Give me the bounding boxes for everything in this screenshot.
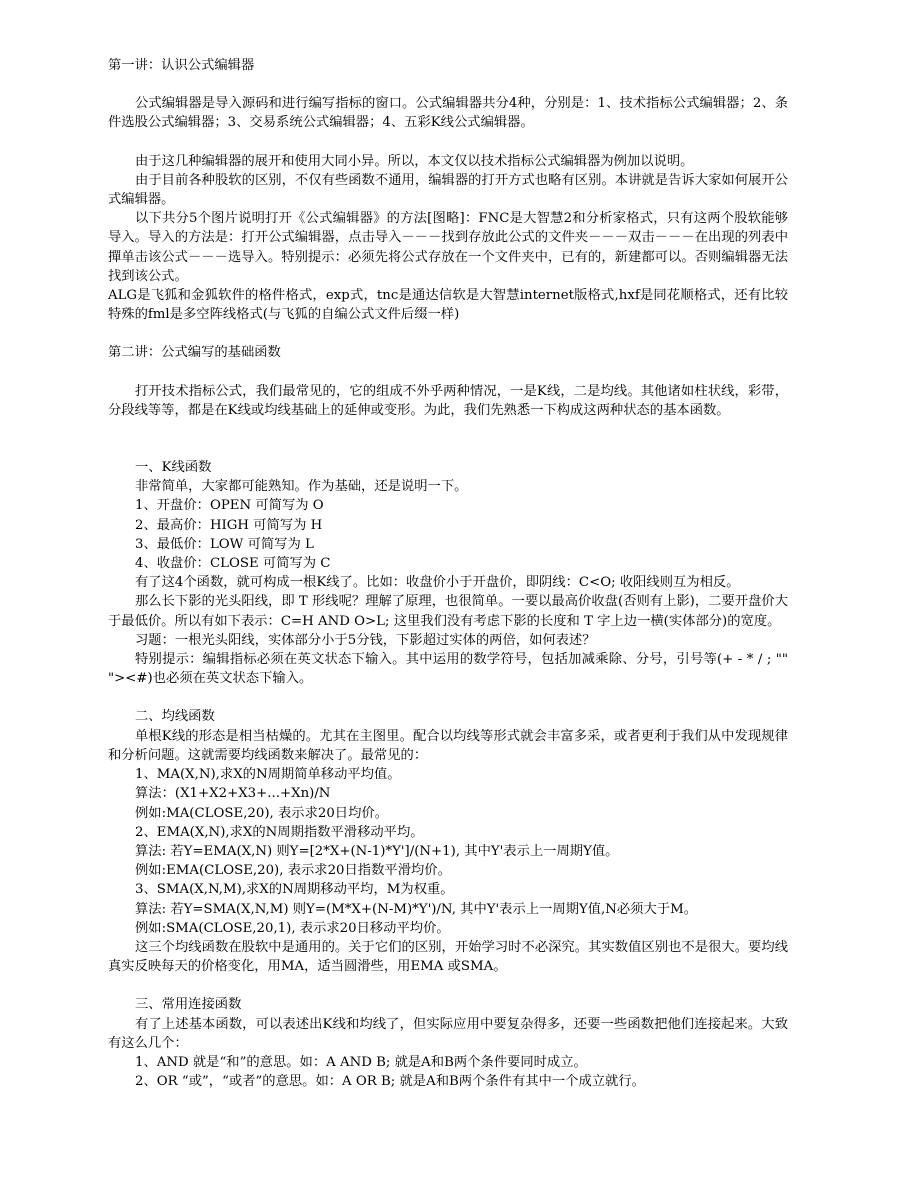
text-line: 算法: 若Y=EMA(X,N) 则Y=[2*X+(N-1)*Y']/(N+1), 其中Y'表示上一周期Y值。 [135, 843, 619, 859]
text-line: 特别提示：编辑指标必须在英文状态下输入。其中运用的数学符号，包括加减乘除、分号，引号等(+ - * / ; "" "><#)也必须在英文状态下输入。 [108, 652, 788, 687]
lecture1-paragraph: 公式编辑器是导入源码和进行编写指标的窗口。公式编辑器共分4种，分别是：1、技术指标公式编辑器；2、条件选股公式编辑器；3、交易系统公式编辑器；4、五彩K线公式编辑器。 [108, 96, 788, 131]
document-page [108, 56, 788, 1091]
text-line: 有了上述基本函数，可以表述出K线和均线了，但实际应用中要复杂得多，还要一些函数把他们连接起来。大致有这么几个： [108, 1016, 788, 1051]
text-line: 习题：一根光头阳线，实体部分小于5分钱，下影超过实体的两倍，如何表述？ [135, 632, 596, 648]
text-line: 那么长下影的光头阳线，即 T 形线呢？理解了原理，也很简单。一要以最高价收盘(否则有上影)，二要开盘价大于最低价。所以有如下表示：C=H AND O>L; 这里我们没有考虑下影的长度和 T 字上边一横(实体部分)的宽度。 [108, 594, 788, 629]
section-heading: 二、均线函数 [135, 709, 215, 725]
lecture2-intro: 打开技术指标公式，我们最常见的，它的组成不外乎两种情况，一是K线，二是均线。其他诸如柱状线，彩带，分段线等等，都是在K线或均线基础上的延伸或变形。为此，我们先熟悉一下构成这两种状态的基本函数。 [108, 383, 788, 418]
text-line: 3、最低价：LOW 可简写为 L [135, 536, 314, 552]
text-line: 2、EMA(X,N),求X的N周期指数平滑移动平均。 [135, 824, 424, 840]
text-line: 1、AND 就是“和”的意思。如：A AND B; 就是A和B两个条件要同时成立。 [135, 1054, 587, 1070]
text-line: 3、SMA(X,N,M),求X的N周期移动平均，M为权重。 [135, 882, 454, 898]
text-line: 例如:MA(CLOSE,20), 表示求20日均价。 [135, 805, 388, 821]
text-line: 单根K线的形态是相当枯燥的。尤其在主图里。配合以均线等形式就会丰富多采，或者更利于我们从中发现规律和分析问题。这就需要均线函数来解决了。最常见的： [108, 728, 788, 763]
lecture1-title: 第一讲：认识公式编辑器 [108, 58, 255, 73]
lecture2-title: 第二讲：公式编写的基础函数 [108, 345, 281, 361]
text-line: 算法: 若Y=SMA(X,N,M) 则Y=(M*X+(N-M)*Y')/N, 其中Y'表示上一周期Y值,N必须大于M。 [135, 901, 697, 917]
text-line: 1、开盘价：OPEN 可简写为 O [135, 498, 324, 514]
section-heading: 三、常用连接函数 [135, 997, 242, 1013]
text-line: 2、OR “或”，“或者”的意思。如：A OR B; 就是A和B两个条件有其中一个成立就行。 [135, 1074, 645, 1090]
section-heading: 一、K线函数 [135, 460, 212, 476]
text-line: 4、收盘价：CLOSE 可简写为 C [135, 556, 331, 572]
text-line: 例如:EMA(CLOSE,20), 表示求20日指数平滑均价。 [135, 863, 451, 879]
text-line: 2、最高价：HIGH 可简写为 H [135, 517, 323, 533]
text-line: 这三个均线函数在股软中是通用的。关于它们的区别，开始学习时不必深究。其实数值区别也不是很大。要均线真实反映每天的价格变化，用MA，适当圆滑些，用EMA 或SMA。 [108, 939, 788, 975]
lecture1-paragraph: 由于目前各种股软的区别，不仅有些函数不通用，编辑器的打开方式也略有区别。本讲就是告诉大家如何展开公式编辑器。 [108, 172, 788, 208]
text-line: 有了这4个函数，就可构成一根K线了。比如：收盘价小于开盘价，即阴线：C<O; 收阳线则互为相反。 [135, 575, 740, 591]
text-line: 例如:SMA(CLOSE,20,1), 表示求20日移动平均价。 [135, 920, 450, 936]
lecture1-paragraph: ALG是飞狐和金狐软件的格件格式，exp式，tnc是通达信软是大智慧internet版格式,hxf是同花顺格式，还有比较特殊的fml是多空阵线格式(与飞狐的自编公式文件后缀一样) [108, 288, 788, 323]
text-line: 算法：(X1+X2+X3+...+Xn)/N [135, 786, 331, 802]
lecture1-paragraph: 以下共分5个图片说明打开《公式编辑器》的方法[图略]：FNC是大智慧2和分析家格式，只有这两个股软能够导入。导入的方法是：打开公式编辑器，点击导入－－－找到存放此公式的文件夹－－－双击－－－在出现的列表中撣单击该公式－－－选导入。特别提示：必须先将公式存放在一个文件夹中，已有的，新建都可以。否则编辑器无法找到该公式。 [108, 211, 788, 284]
text-line: 非常简单，大家都可能熟知。作为基础，还是说明一下。 [135, 479, 468, 495]
lecture1-paragraph: 由于这几种编辑器的展开和使用大同小异。所以，本文仅以技术指标公式编辑器为例加以说明。 [135, 153, 694, 169]
text-line: 1、MA(X,N),求X的N周期简单移动平均值。 [135, 767, 401, 783]
